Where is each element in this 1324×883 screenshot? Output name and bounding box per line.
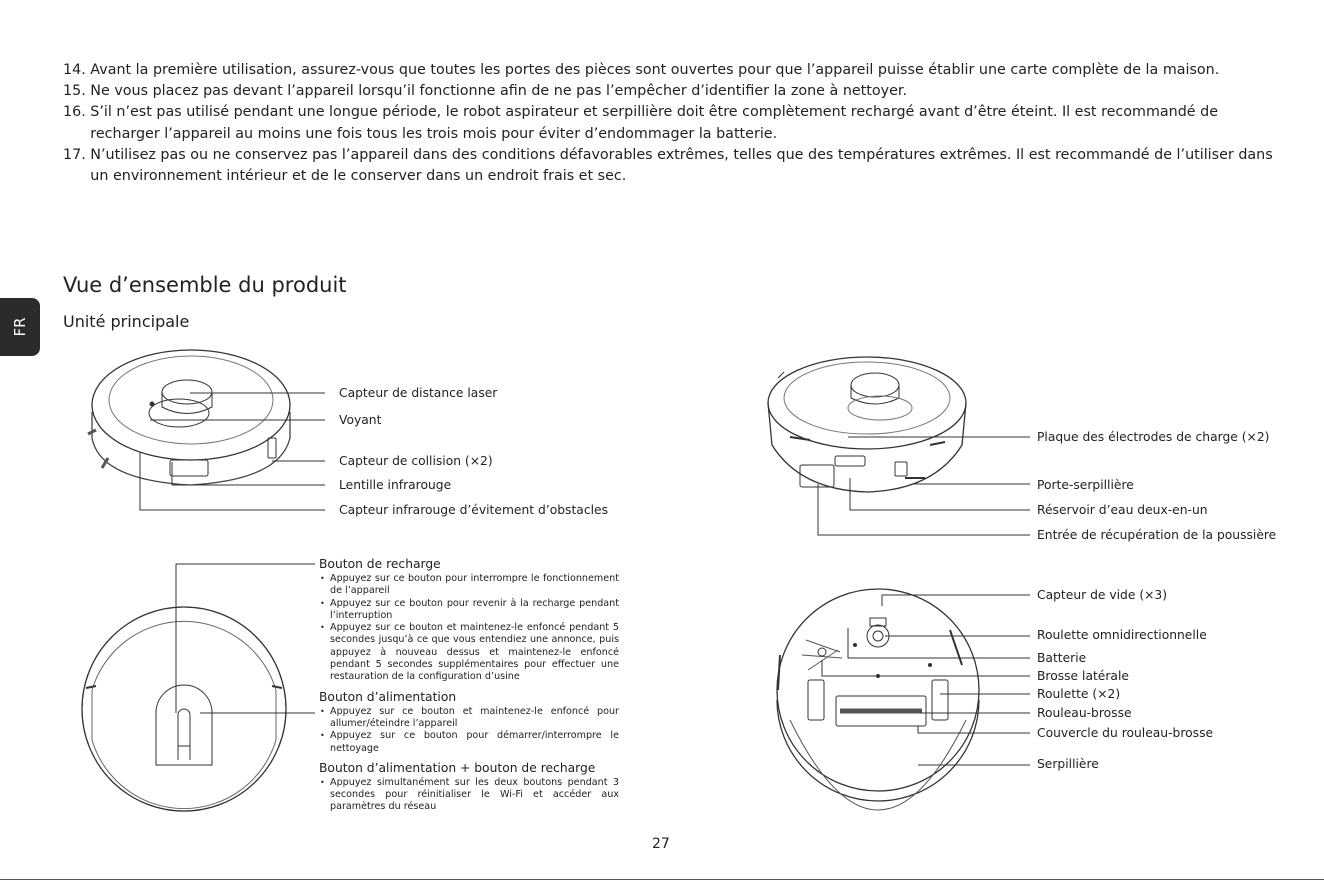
note-text: N’utilisez pas ou ne conservez pas l’appareil dans des conditions défavorables extrêmes, telles que des températures extrêmes. Il est recommandé de l’utiliser dans un environnement intérieur et de le conserver dans un endroit frais et sec. [90, 146, 1273, 185]
label-main-brush: Rouleau-brosse [1037, 706, 1132, 720]
label-wheel: Roulette (×2) [1037, 687, 1121, 701]
robot-button-view-illustration [82, 607, 286, 811]
note-number: 15. [63, 83, 91, 100]
label-mop-holder: Porte-serpillière [1037, 478, 1134, 492]
label-cliff-sensor: Capteur de vide (×3) [1037, 588, 1168, 602]
list-item: • Appuyez simultanément sur les deux boutons pendant 3 secondes pour réinitialiser le Wi-Fi et accéder aux paramètres du réseau [319, 777, 619, 814]
robot-side-view-illustration [768, 357, 966, 492]
button-title: Bouton d’alimentation [319, 689, 457, 704]
button-bullet-list [319, 777, 619, 814]
note-text: Avant la première utilisation, assurez-vous que toutes les portes des pièces sont ouvertes pour que l’appareil puisse établir une carte complète de la maison. [90, 62, 1220, 78]
label-omni-wheel: Roulette omnidirectionnelle [1037, 628, 1207, 642]
list-item: • Appuyez sur ce bouton pour interrompre le fonctionnement de l’appareil [319, 573, 619, 598]
button-title: Bouton de recharge [319, 557, 441, 571]
label-mop: Serpillière [1037, 757, 1099, 771]
note-number: 16. [63, 104, 91, 121]
label-water-tank: Réservoir d’eau deux-en-un [1037, 503, 1208, 517]
subsection-title: Unité principale [63, 312, 190, 331]
note-text: Ne vous placez pas devant l’appareil lorsqu’il fonctionne afin de ne pas l’empêcher d’identifier la zone à nettoyer. [90, 83, 907, 100]
label-obstacle-avoidance-sensor: Capteur infrarouge d’évitement d’obstacles [339, 503, 608, 517]
list-item: • Appuyez sur ce bouton et maintenez-le enfoncé pour allumer/éteindre l’appareil [319, 706, 619, 731]
label-dust-inlet: Entrée de récupération de la poussière [1037, 528, 1277, 542]
button-bullet-list [319, 706, 619, 755]
label-indicator-light: Voyant [339, 413, 382, 427]
note-text: S’il n’est pas utilisé pendant une longue période, le robot aspirateur et serpillière doit être complètement rechargé avant d’être éteint. Il est recommandé de recharger l’appareil au moins une fois tous les trois mois pour éviter d’endommager la batterie. [90, 104, 1218, 142]
robot-top-view-illustration [88, 350, 290, 485]
list-item: • Appuyez sur ce bouton pour revenir à la recharge pendant l’interruption [319, 598, 619, 623]
language-tab-label: FR [11, 317, 29, 337]
page-number: 27 [652, 836, 670, 852]
label-charging-electrodes: Plaque des électrodes de charge (×2) [1037, 430, 1270, 444]
note-number: 17. [63, 146, 91, 163]
list-item: • Appuyez sur ce bouton pour démarrer/interrompre le nettoyage [319, 730, 619, 755]
label-laser-distance-sensor: Capteur de distance laser [339, 386, 498, 400]
label-side-brush: Brosse latérale [1037, 669, 1129, 683]
label-battery: Batterie [1037, 651, 1087, 665]
note-number: 14. [63, 62, 91, 78]
label-infrared-lens: Lentille infrarouge [339, 478, 452, 492]
section-title: Vue d’ensemble du produit [63, 273, 347, 297]
button-title: Bouton d’alimentation + bouton de recharge [319, 760, 596, 775]
page-bottom-rule [0, 879, 1324, 880]
label-collision-sensor: Capteur de collision (×2) [339, 454, 493, 468]
list-item: • Appuyez sur ce bouton et maintenez-le enfoncé pendant 5 secondes jusqu’à ce que vous entendiez une annonce, puis appuyez à nouveau dessus et maintenez-le enfoncé pendant 5 secondes supplémentaires pour effectuer une restauration de la configuration d’usine [319, 622, 619, 683]
robot-underside-illustration [777, 589, 979, 810]
button-descriptions [319, 557, 619, 814]
label-brush-cover: Couvercle du rouleau-brosse [1037, 726, 1214, 740]
button-bullet-list [319, 573, 619, 684]
